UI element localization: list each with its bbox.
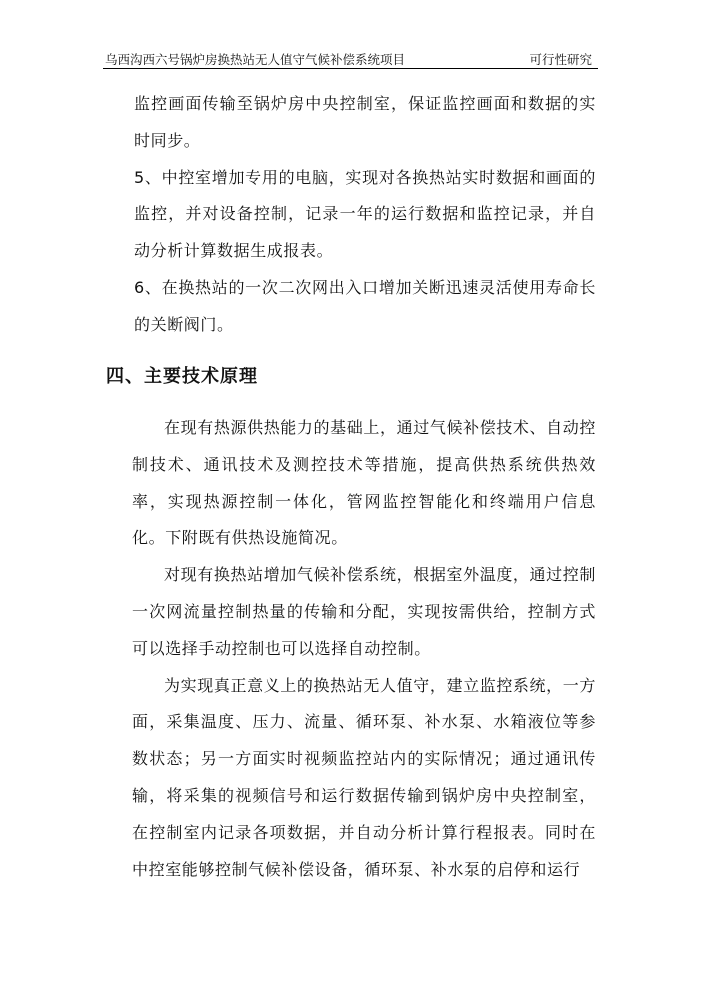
paragraph-intro: 在现有热源供热能力的基础上，通过气候补偿技术、自动控制技术、通讯技术及测控技术等措施，提高供热系统供热效率，实现热源控制一体化，管网监控智能化和终端用户信息化。下附既有供热设施简况。 xyxy=(132,418,596,548)
top-content xyxy=(134,86,596,344)
paragraph-continued: 监控画面传输至锅炉房中央控制室，保证监控画面和数据的实时同步。 xyxy=(134,94,596,150)
paragraph-climate-compensation: 对现有换热站增加气候补偿系统，根据室外温度，通过控制一次网流量控制热量的传输和分配，实现按需供给，控制方式可以选择手动控制也可以选择自动控制。 xyxy=(132,565,596,658)
header-doc-type: 可行性研究 xyxy=(529,52,592,67)
page-header xyxy=(103,48,598,69)
section-content xyxy=(134,410,596,888)
list-item-6: 6、在换热站的一次二次网出入口增加关断迅速灵活使用寿命长的关断阀门。 xyxy=(134,277,596,334)
list-item-5: 5、中控室增加专用的电脑，实现对各换热站实时数据和画面的监控，并对设备控制，记录一年的运行数据和监控记录，并自动分析计算数据生成报表。 xyxy=(134,167,596,261)
section-heading: 四、主要技术原理 xyxy=(106,366,258,387)
header-project-title: 乌西沟西六号锅炉房换热站无人值守气候补偿系统项目 xyxy=(105,52,406,67)
paragraph-monitoring: 为实现真正意义上的换热站无人值守，建立监控系统，一方面，采集温度、压力、流量、循环泵、补水泵、水箱液位等参数状态；另一方面实时视频监控站内的实际情况；通过通讯传输，将采集的视频信号和运行数据传输到锅炉房中央控制室，在控制室内记录各项数据，并自动分析计算行程报表。同时在中控室能够控制气候补偿设备，循环泵、补水泵的启停和运行 xyxy=(132,675,596,879)
